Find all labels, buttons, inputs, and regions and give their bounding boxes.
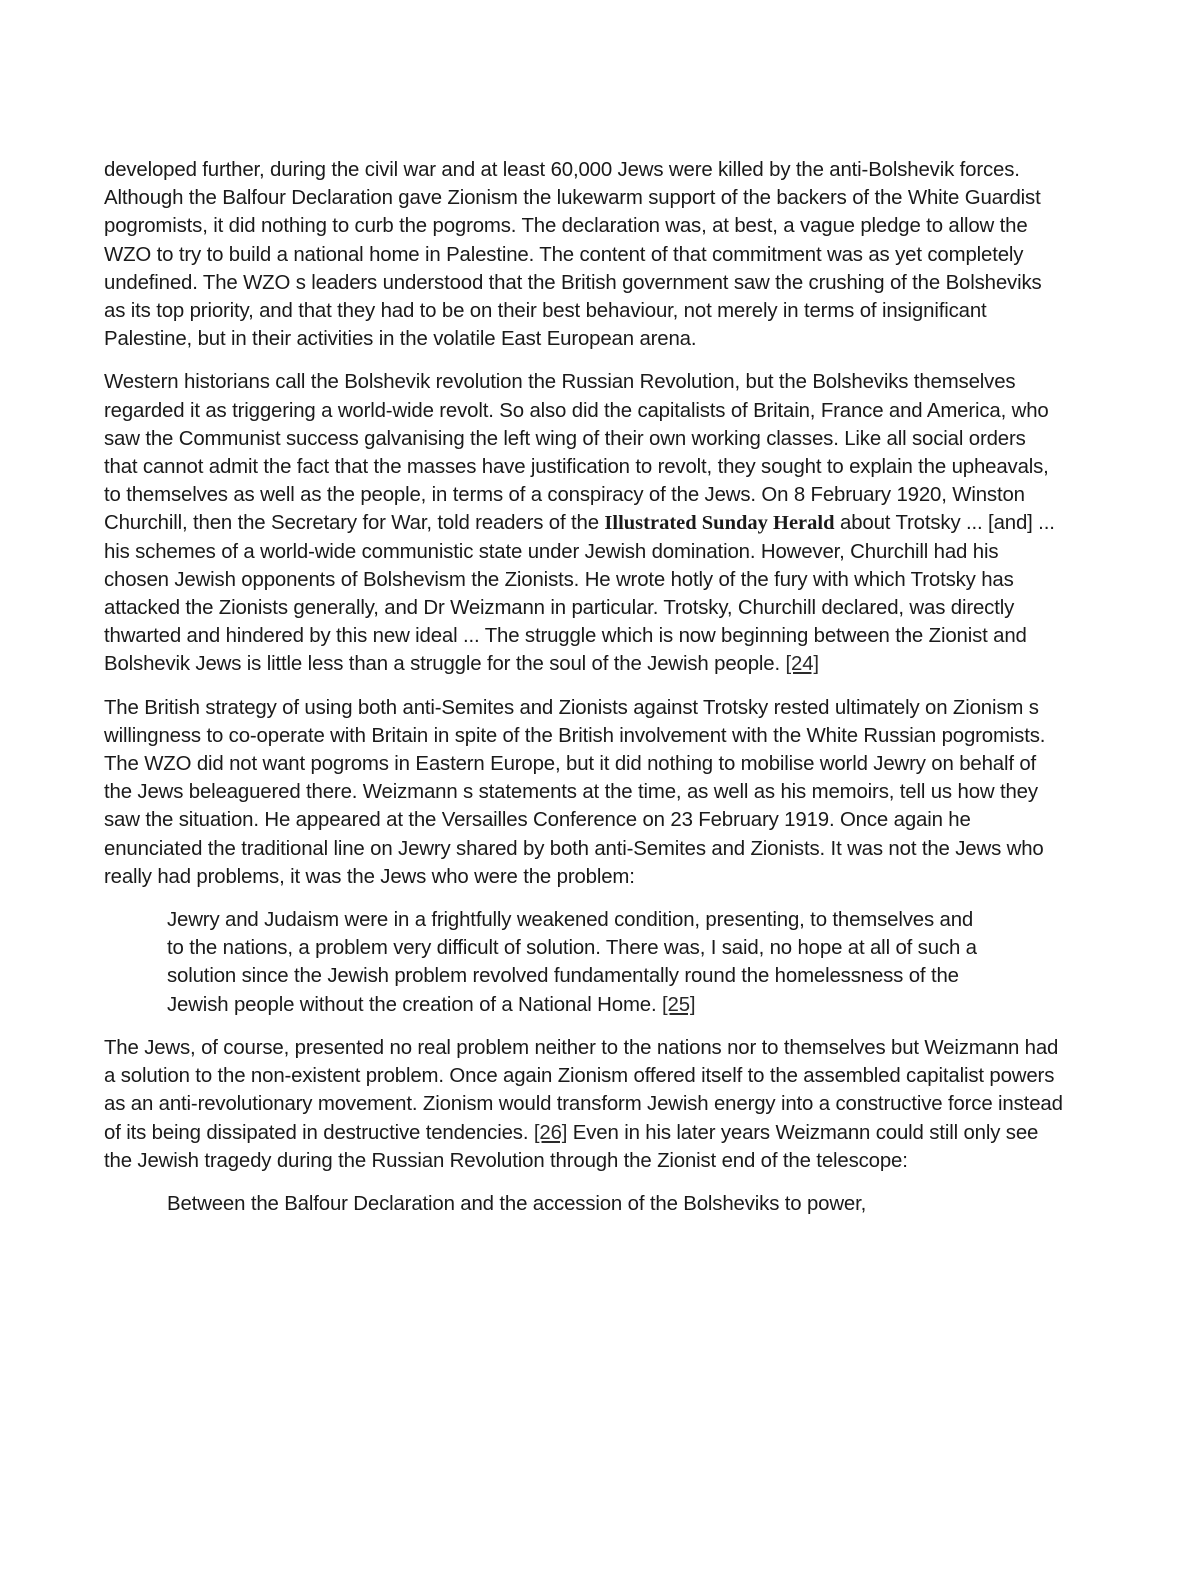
paragraph-text: Western historians call the Bolshevik revolution the Russian Revolution, but the Bolsheviks themselves regarded it as triggering a world-wide revolt. So also did the capitalists of Britain, France and America, who saw the Communist success galvanising the left wing of their own working classes. Like all social orders that cannot admit the fact that the masses have justification to revolt, they sought to explain the upheavals, to themselves as well as the people, in terms of a conspiracy of the Jews. On 8 February 1920, Winston Churchill, then the Secretary for War, told readers of the: [104, 371, 1049, 535]
paragraph-text: The Jews, of course, presented no real problem neither to the nations nor to themselves but Weizmann had a solution to the non-existent problem. Once again Zionism offered itself to the assembled capitalist powers as an anti-revolutionary movement. Zionism would transform Jewish energy into a constructive force instead of its being dissipated in destructive tendencies.: [104, 1036, 1063, 1144]
paragraph-text: about Trotsky ... [and] ... his schemes of a world-wide communistic state under Jewish domination. However, Churchill had his chosen Jewish opponents of Bolshevism the Zionists. He wrote hotly of the fury with which Trotsky has attacked the Zionists generally, and Dr Weizmann in particular. Trotsky, Churchill declared, was directly thwarted and hindered by this new ideal ... The struggle which is now beginning between the Zionist and Bolshevik Jews is little less than a struggle for the soul of the Jewish people.: [104, 512, 1055, 676]
paragraph-text: developed further, during the civil war and at least 60,000 Jews were killed by the anti-Bolshevik forces. Although the Balfour Declaration gave Zionism the lukewarm support of the backers of the White Guardist pogromists, it did nothing to curb the pogroms. The declaration was, at best, a vague pledge to allow the WZO to try to build a national home in Palestine. The content of that commitment was as yet completely undefined. The WZO s leaders understood that the British government saw the crushing of the Bolsheviks as its top priority, and that they had to be on their best behaviour, not merely in terms of insignificant Palestine, but in their activities in the volatile East European arena.: [104, 159, 1042, 351]
block-quote-balfour: [167, 1190, 987, 1218]
publication-title: Illustrated Sunday Herald: [604, 512, 835, 535]
footnote-link-24[interactable]: [24]: [785, 653, 819, 676]
paragraph-text: The British strategy of using both anti-Semites and Zionists against Trotsky rested ultimately on Zionism s willingness to co-operate with Britain in spite of the British involvement with the White Russian pogromists. The WZO did not want pogroms in Eastern Europe, but it did nothing to mobilise world Jewry on behalf of the Jews beleaguered there. Weizmann s statements at the time, as well as his memoirs, tell us how they saw the situation. He appeared at the Versailles Conference on 23 February 1919. Once again he enunciated the traditional line on Jewry shared by both anti-Semites and Zionists. It was not the Jews who really had problems, it was the Jews who were the problem:: [104, 696, 1046, 888]
block-quote-weizmann: [167, 906, 987, 1019]
quote-text: Jewry and Judaism were in a frightfully weakened condition, presenting, to themselves and to the nations, a problem very difficult of solution. There was, I said, no hope at all of such a solution since the Jewish problem revolved fundamentally round the homelessness of the Jewish people without the creation of a National Home.: [167, 909, 977, 1016]
paragraph-civil-war: [104, 156, 1064, 353]
quote-text: Between the Balfour Declaration and the accession of the Bolsheviks to power,: [167, 1192, 867, 1215]
paragraph-british-strategy: [104, 694, 1064, 891]
footnote-link-25[interactable]: [25]: [662, 993, 696, 1016]
paragraph-text: Even in his later years Weizmann could still only see the Jewish tragedy during the Russian Revolution through the Zionist end of the telescope:: [104, 1121, 1039, 1172]
paragraph-churchill: [104, 368, 1064, 678]
paragraph-no-real-problem: [104, 1034, 1064, 1175]
document-body: [104, 156, 1064, 1218]
footnote-link-26[interactable]: [26]: [533, 1121, 568, 1144]
